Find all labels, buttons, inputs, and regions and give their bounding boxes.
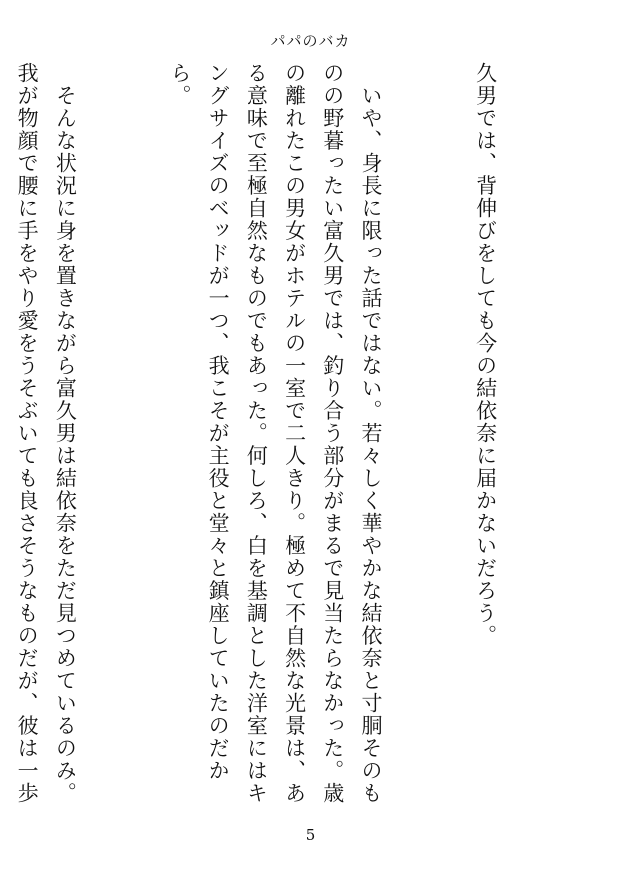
page-number: 5 — [305, 826, 316, 844]
paragraph: そんな状況に身を置きながら富久男は結依奈をただ見つめているのみ。我が物顔で腰に手をやり愛をうそぶいても良さそうなものだが、彼は一歩 — [15, 62, 78, 805]
running-header: パパのバカ — [270, 32, 351, 50]
vertical-body-text — [15, 62, 581, 817]
paragraph: 久男では、背伸びをしても今の結依奈に届かないだろう。 — [473, 62, 498, 647]
paragraph: いや、身長に限った話ではない。若々しく華やかな結依奈と寸胴そのものの野暮ったい富久男では、釣り合う部分がまるで見当たらなかった。歳の離れたこの男女がホテルの一室で二人きり。極めて不自然な光景は、ある意味で至極自然なものでもあった。何しろ、白を基調とした洋室にはキングサイズのベッドが一つ、我こそが主役と堂々と鎮座していたのだから。 — [167, 62, 383, 805]
